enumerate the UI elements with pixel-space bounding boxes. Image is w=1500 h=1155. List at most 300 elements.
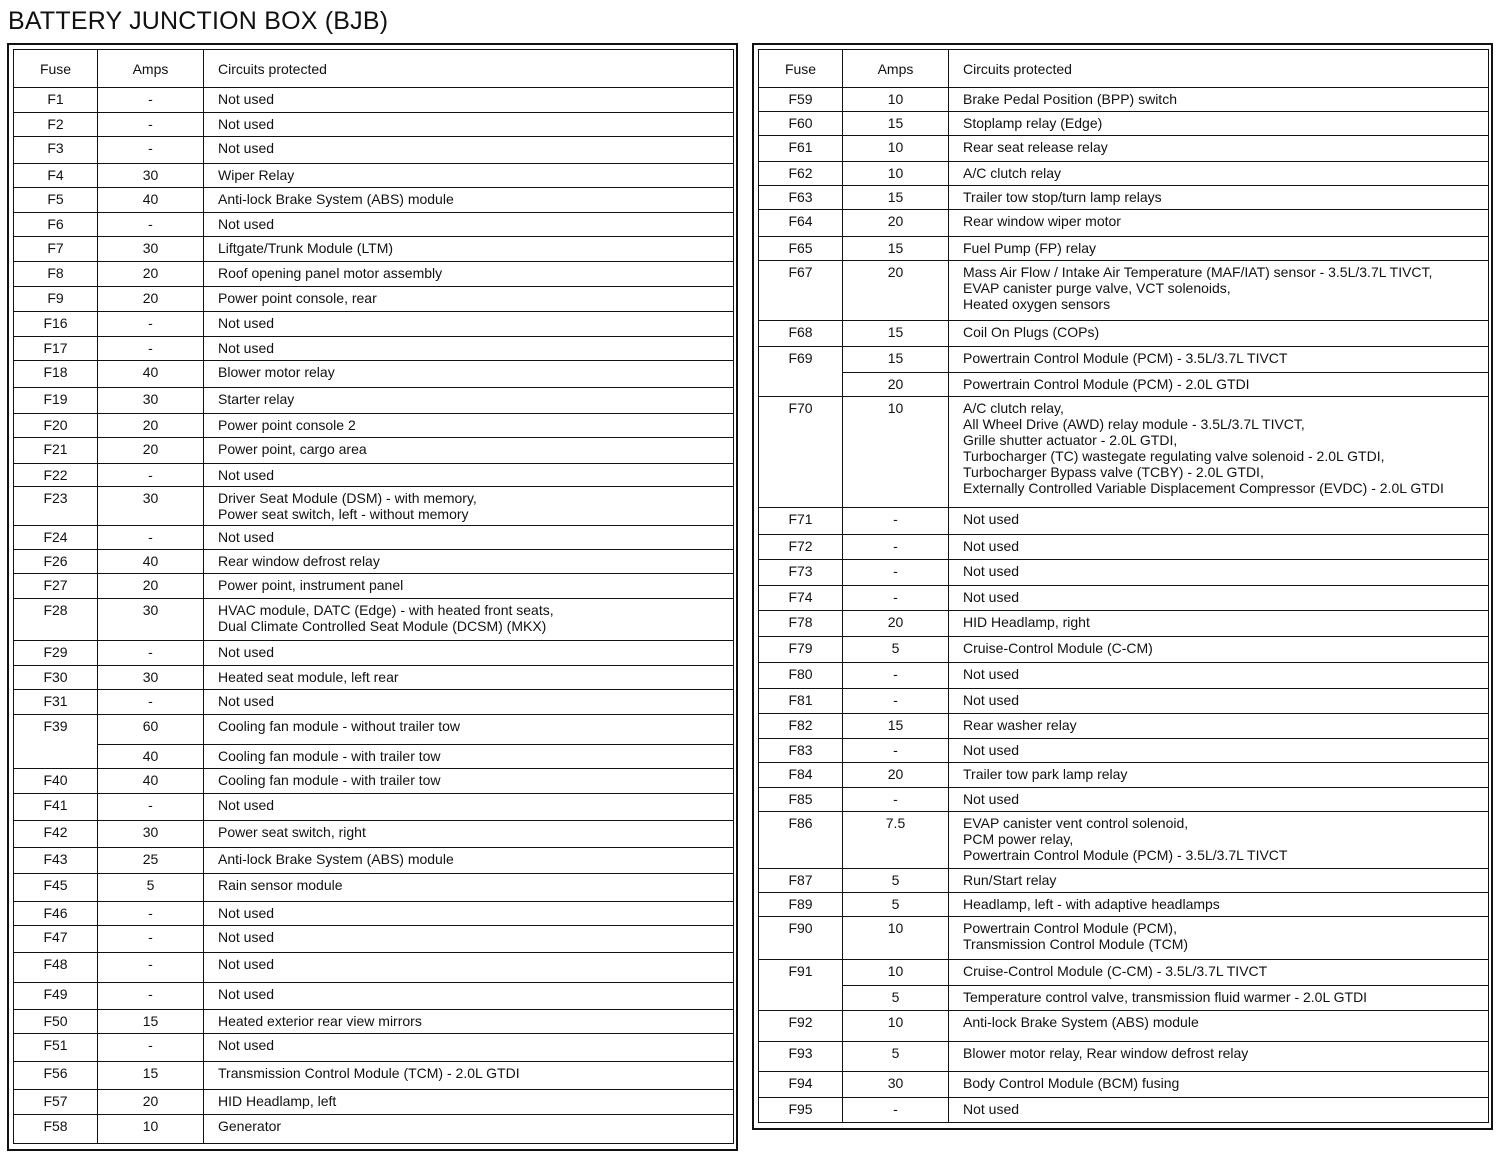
amps-value: 15: [142, 1013, 159, 1029]
amps-cell: [843, 714, 949, 739]
circuits-cell: [949, 261, 1489, 321]
amps-value: 30: [887, 1075, 904, 1091]
amps-cell: [98, 361, 204, 388]
fuse-id: F79: [788, 640, 813, 656]
fuse-id: F29: [43, 644, 68, 660]
circuits-cell: [949, 763, 1489, 788]
table-row: [14, 388, 734, 414]
page-title: BATTERY JUNCTION BOX (BJB): [8, 7, 389, 35]
fuse-cell: [759, 162, 843, 186]
fuse-cell: [14, 599, 98, 641]
circuits-cell: [204, 641, 734, 666]
amps-value: 20: [887, 264, 904, 280]
circuits-text: Cooling fan module - with trailer tow: [218, 748, 441, 764]
amps-value: 40: [142, 364, 159, 380]
fuse-cell: [14, 848, 98, 874]
circuits-cell: [949, 1011, 1489, 1042]
table-row: [759, 1011, 1489, 1042]
amps-cell: [843, 535, 949, 560]
amps-value: 15: [887, 115, 904, 131]
fuse-id: F27: [43, 577, 68, 593]
amps-value: -: [893, 692, 898, 708]
fuse-id: F68: [788, 324, 813, 340]
fuse-id: F7: [47, 240, 64, 256]
amps-value: -: [893, 511, 898, 527]
circuits-cell: [204, 414, 734, 438]
fuse-cell: [759, 788, 843, 812]
fuse-cell: [14, 641, 98, 666]
circuits-text: Fuel Pump (FP) relay: [963, 240, 1097, 256]
circuits-cell: [204, 337, 734, 361]
circuits-text: Blower motor relay: [218, 364, 335, 380]
amps-value: 30: [142, 240, 159, 256]
fuse-cell: [14, 464, 98, 487]
circuits-cell: [949, 237, 1489, 261]
table-row: [759, 663, 1489, 689]
circuits-cell: [204, 848, 734, 874]
amps-value: 10: [887, 165, 904, 181]
circuits-text: Not used: [218, 1037, 275, 1053]
circuits-text: Rear window wiper motor: [963, 213, 1121, 229]
fuse-cell: [14, 953, 98, 983]
fuse-cell: [759, 186, 843, 210]
amps-cell: [98, 526, 204, 550]
circuits-cell: [204, 188, 734, 213]
amps-cell: [98, 438, 204, 464]
circuits-text: Not used: [963, 791, 1020, 807]
fuse-id: F62: [788, 165, 813, 181]
fuse-id: F58: [43, 1118, 68, 1134]
fuse-cell: [14, 1062, 98, 1090]
fuse-cell: [14, 1034, 98, 1062]
circuits-cell: [949, 535, 1489, 560]
circuits-cell: [204, 487, 734, 526]
amps-cell: [98, 1062, 204, 1090]
header-amps: Amps: [843, 50, 949, 88]
amps-value: -: [893, 791, 898, 807]
amps-cell: [843, 812, 949, 869]
table-header-row: [14, 50, 734, 88]
amps-cell: [843, 237, 949, 261]
table-row: [14, 769, 734, 794]
table-row: [14, 1090, 734, 1115]
circuits-text: HID Headlamp, right: [963, 614, 1090, 630]
fuse-cell: [759, 321, 843, 347]
circuits-text: Anti-lock Brake System (ABS) module: [963, 1014, 1199, 1030]
circuits-text: Transmission Control Module (TCM) - 2.0L GTDI: [218, 1065, 520, 1081]
table-row: [14, 715, 734, 745]
fuse-id: F67: [788, 264, 813, 280]
circuits-text: Cooling fan module - without trailer tow: [218, 718, 461, 734]
amps-value: 10: [887, 91, 904, 107]
amps-value: 5: [891, 896, 900, 912]
table-row: [759, 763, 1489, 788]
amps-cell: [98, 388, 204, 414]
table-row: [759, 186, 1489, 210]
fuse-id: F42: [43, 824, 68, 840]
fuse-cell: [14, 666, 98, 690]
circuits-cell: [949, 112, 1489, 136]
fuse-cell: [759, 136, 843, 162]
circuits-text: Headlamp, left - with adaptive headlamps: [963, 896, 1220, 912]
table-row: [759, 869, 1489, 893]
table-row: [14, 237, 734, 262]
fuse-cell: [14, 874, 98, 902]
fuse-cell: [759, 917, 843, 960]
fuse-id: F1: [47, 91, 64, 107]
amps-value: -: [893, 742, 898, 758]
fuse-id: F60: [788, 115, 813, 131]
table-header-row: [759, 50, 1489, 88]
header-fuse: Fuse: [14, 50, 98, 88]
amps-cell: [98, 848, 204, 874]
amps-cell: [843, 1042, 949, 1072]
circuits-text: Rear seat release relay: [963, 139, 1108, 155]
circuits-cell: [949, 186, 1489, 210]
fuse-cell: [14, 715, 98, 769]
table-row: [759, 373, 1489, 397]
circuits-cell: [949, 210, 1489, 237]
amps-cell: [843, 560, 949, 586]
circuits-text: Temperature control valve, transmission fluid warmer - 2.0L GTDI: [963, 989, 1368, 1005]
amps-value: 15: [887, 189, 904, 205]
fuse-cell: [14, 794, 98, 821]
circuits-cell: [204, 1062, 734, 1090]
fuse-id: F28: [43, 602, 68, 618]
circuits-text: Not used: [963, 563, 1020, 579]
circuits-text: Not used: [218, 797, 275, 813]
circuits-text: Not used: [218, 693, 275, 709]
table-row: [14, 953, 734, 983]
fuse-id: F48: [43, 956, 68, 972]
fuse-id: F17: [43, 340, 68, 356]
amps-cell: [98, 262, 204, 287]
circuits-cell: [204, 745, 734, 769]
fuse-id: F41: [43, 797, 68, 813]
circuits-cell: [949, 986, 1489, 1011]
fuse-cell: [14, 902, 98, 926]
amps-cell: [843, 1011, 949, 1042]
fuse-cell: [759, 535, 843, 560]
amps-cell: [98, 164, 204, 188]
amps-value: 40: [142, 191, 159, 207]
circuits-cell: [204, 953, 734, 983]
amps-cell: [843, 763, 949, 788]
amps-value: 20: [887, 376, 904, 392]
amps-value: -: [893, 563, 898, 579]
table-row: [14, 361, 734, 388]
circuits-cell: [204, 526, 734, 550]
circuits-text: Not used: [218, 644, 275, 660]
amps-value: 20: [142, 441, 159, 457]
circuits-text: A/C clutch relay, All Wheel Drive (AWD) relay module - 3.5L/3.7L TIVCT, Grille shutter actuator - 2.0L GTDI, Turbocharger (TC) wastegate regulating valve solenoid - 2.0L GTDI, Turbocharger Bypass valve (TCBY) - 2.0L GTDI, Externally Controlled Variable Displacement Compressor (EVDC) - 2.0L GTDI: [963, 400, 1444, 496]
table-row: [759, 210, 1489, 237]
fuse-cell: [759, 1072, 843, 1098]
table-row: [14, 487, 734, 526]
circuits-cell: [949, 1098, 1489, 1123]
circuits-cell: [204, 388, 734, 414]
fuse-cell: [14, 438, 98, 464]
circuits-cell: [949, 611, 1489, 637]
amps-value: 5: [891, 640, 900, 656]
circuits-text: Cooling fan module - with trailer tow: [218, 772, 441, 788]
fuse-cell: [759, 560, 843, 586]
amps-value: -: [148, 797, 153, 813]
amps-cell: [98, 953, 204, 983]
circuits-cell: [204, 769, 734, 794]
fuse-cell: [14, 88, 98, 113]
fuse-cell: [759, 397, 843, 508]
table-row: [14, 526, 734, 550]
table-row: [14, 902, 734, 926]
circuits-cell: [204, 213, 734, 237]
table-row: [14, 1062, 734, 1090]
circuits-text: Cruise-Control Module (C-CM) - 3.5L/3.7L TIVCT: [963, 963, 1268, 979]
table-row: [14, 926, 734, 953]
amps-value: -: [893, 538, 898, 554]
circuits-text: Not used: [218, 986, 275, 1002]
fuse-id: F5: [47, 191, 64, 207]
amps-value: 5: [891, 872, 900, 888]
fuse-id: F47: [43, 929, 68, 945]
header-amps: Amps: [98, 50, 204, 88]
amps-value: 5: [891, 1045, 900, 1061]
circuits-cell: [949, 560, 1489, 586]
circuits-text: Not used: [963, 666, 1020, 682]
fuse-cell: [759, 88, 843, 112]
fuse-id: F82: [788, 717, 813, 733]
circuits-text: Power point console 2: [218, 417, 356, 433]
amps-cell: [843, 637, 949, 663]
circuits-cell: [204, 874, 734, 902]
circuits-text: A/C clutch relay: [963, 165, 1062, 181]
table-row: [14, 690, 734, 715]
amps-value: 10: [887, 920, 904, 936]
amps-cell: [98, 312, 204, 337]
fuse-cell: [14, 137, 98, 164]
circuits-cell: [204, 821, 734, 848]
circuits-cell: [949, 960, 1489, 986]
table-row: [14, 599, 734, 641]
fuse-id: F93: [788, 1045, 813, 1061]
circuits-cell: [204, 794, 734, 821]
circuits-text: Trailer tow stop/turn lamp relays: [963, 189, 1162, 205]
fuse-id: F19: [43, 391, 68, 407]
circuits-cell: [949, 869, 1489, 893]
circuits-text: Not used: [218, 315, 275, 331]
fuse-id: F51: [43, 1037, 68, 1053]
amps-value: 15: [887, 350, 904, 366]
fuse-table-left-frame: [7, 43, 738, 1151]
amps-value: -: [893, 666, 898, 682]
circuits-text: Stoplamp relay (Edge): [963, 115, 1103, 131]
circuits-cell: [204, 262, 734, 287]
table-row: [759, 611, 1489, 637]
amps-cell: [843, 347, 949, 373]
table-row: [759, 112, 1489, 136]
table-row: [759, 261, 1489, 321]
amps-value: 10: [142, 1118, 159, 1134]
table-row: [14, 262, 734, 287]
amps-value: -: [148, 116, 153, 132]
amps-cell: [843, 186, 949, 210]
circuits-text: Heated seat module, left rear: [218, 669, 399, 685]
fuse-cell: [14, 769, 98, 794]
fuse-id: F81: [788, 692, 813, 708]
circuits-cell: [204, 599, 734, 641]
circuits-text: Not used: [218, 91, 275, 107]
fuse-cell: [14, 312, 98, 337]
circuits-cell: [204, 164, 734, 188]
fuse-id: F43: [43, 851, 68, 867]
amps-cell: [843, 210, 949, 237]
fuse-id: F56: [43, 1065, 68, 1081]
fuse-cell: [14, 1115, 98, 1144]
circuits-text: Mass Air Flow / Intake Air Temperature (MAF/IAT) sensor - 3.5L/3.7L TIVCT, EVAP canister purge valve, VCT solenoids, Heated oxygen sensors: [963, 264, 1433, 312]
table-row: [14, 213, 734, 237]
amps-value: -: [148, 905, 153, 921]
fuse-id: F59: [788, 91, 813, 107]
amps-value: -: [148, 929, 153, 945]
circuits-cell: [204, 902, 734, 926]
fuse-id: F92: [788, 1014, 813, 1030]
circuits-cell: [204, 550, 734, 574]
fuse-table-right-frame: [752, 43, 1493, 1130]
fuse-cell: [14, 213, 98, 237]
table-row: [14, 1010, 734, 1034]
circuits-text: HVAC module, DATC (Edge) - with heated front seats, Dual Climate Controlled Seat Module (DCSM) (MKX): [218, 602, 554, 634]
fuse-id: F65: [788, 240, 813, 256]
header-fuse: Fuse: [759, 50, 843, 88]
circuits-cell: [204, 88, 734, 113]
amps-cell: [98, 213, 204, 237]
amps-value: -: [148, 315, 153, 331]
circuits-text: Not used: [218, 340, 275, 356]
amps-value: 5: [891, 989, 900, 1005]
amps-cell: [843, 788, 949, 812]
table-row: [14, 312, 734, 337]
amps-value: 30: [142, 602, 159, 618]
amps-cell: [843, 663, 949, 689]
fuse-id: F30: [43, 669, 68, 685]
amps-value: 20: [887, 614, 904, 630]
fuse-id: F71: [788, 511, 813, 527]
amps-cell: [98, 715, 204, 745]
amps-value: -: [148, 216, 153, 232]
fuse-id: F8: [47, 265, 64, 281]
amps-value: 7.5: [885, 815, 906, 831]
amps-value: 15: [887, 324, 904, 340]
amps-cell: [843, 869, 949, 893]
fuse-id: F72: [788, 538, 813, 554]
amps-cell: [98, 641, 204, 666]
amps-value: 10: [887, 139, 904, 155]
fuse-id: F4: [47, 167, 64, 183]
fuse-cell: [759, 237, 843, 261]
fuse-cell: [14, 113, 98, 137]
circuits-cell: [204, 690, 734, 715]
table-row: [759, 560, 1489, 586]
circuits-cell: [204, 438, 734, 464]
table-row: [14, 1115, 734, 1144]
fuse-id: F40: [43, 772, 68, 788]
circuits-cell: [949, 88, 1489, 112]
amps-cell: [98, 1115, 204, 1144]
fuse-cell: [14, 188, 98, 213]
circuits-text: Wiper Relay: [218, 167, 295, 183]
table-row: [759, 788, 1489, 812]
circuits-cell: [949, 586, 1489, 611]
table-row: [14, 848, 734, 874]
fuse-id: F16: [43, 315, 68, 331]
fuse-id: F26: [43, 553, 68, 569]
amps-cell: [843, 508, 949, 535]
circuits-text: Powertrain Control Module (PCM), Transmission Control Module (TCM): [963, 920, 1189, 952]
fuse-id: F87: [788, 872, 813, 888]
amps-cell: [98, 926, 204, 953]
fuse-id: F49: [43, 986, 68, 1002]
fuse-cell: [759, 261, 843, 321]
circuits-text: Not used: [218, 216, 275, 232]
circuits-cell: [204, 926, 734, 953]
fuse-cell: [759, 210, 843, 237]
circuits-text: Anti-lock Brake System (ABS) module: [218, 851, 454, 867]
fuse-cell: [759, 869, 843, 893]
circuits-cell: [949, 739, 1489, 763]
amps-value: 40: [142, 772, 159, 788]
table-row: [759, 535, 1489, 560]
circuits-cell: [204, 574, 734, 599]
fuse-cell: [14, 164, 98, 188]
amps-cell: [98, 821, 204, 848]
amps-value: 20: [142, 290, 159, 306]
amps-value: -: [148, 956, 153, 972]
circuits-cell: [949, 347, 1489, 373]
circuits-cell: [204, 361, 734, 388]
amps-cell: [98, 1034, 204, 1062]
amps-value: 30: [142, 490, 159, 506]
circuits-cell: [949, 788, 1489, 812]
table-row: [759, 739, 1489, 763]
amps-value: 30: [142, 391, 159, 407]
circuits-cell: [204, 666, 734, 690]
circuits-cell: [949, 689, 1489, 714]
fuse-cell: [14, 414, 98, 438]
amps-cell: [98, 983, 204, 1010]
fuse-cell: [14, 690, 98, 715]
amps-cell: [98, 414, 204, 438]
circuits-text: Power seat switch, right: [218, 824, 366, 840]
amps-cell: [98, 874, 204, 902]
amps-cell: [98, 599, 204, 641]
amps-value: -: [893, 589, 898, 605]
fuse-id: F20: [43, 417, 68, 433]
circuits-text: Not used: [963, 742, 1020, 758]
amps-value: 20: [142, 577, 159, 593]
table-row: [14, 874, 734, 902]
fuse-id: F2: [47, 116, 64, 132]
fuse-id: F91: [788, 963, 813, 979]
fuse-id: F45: [43, 877, 68, 893]
fuse-cell: [14, 983, 98, 1010]
fuse-cell: [14, 821, 98, 848]
fuse-cell: [759, 112, 843, 136]
fuse-id: F83: [788, 742, 813, 758]
amps-cell: [843, 1072, 949, 1098]
fuse-cell: [14, 388, 98, 414]
circuits-text: Not used: [218, 929, 275, 945]
fuse-id: F23: [43, 490, 68, 506]
